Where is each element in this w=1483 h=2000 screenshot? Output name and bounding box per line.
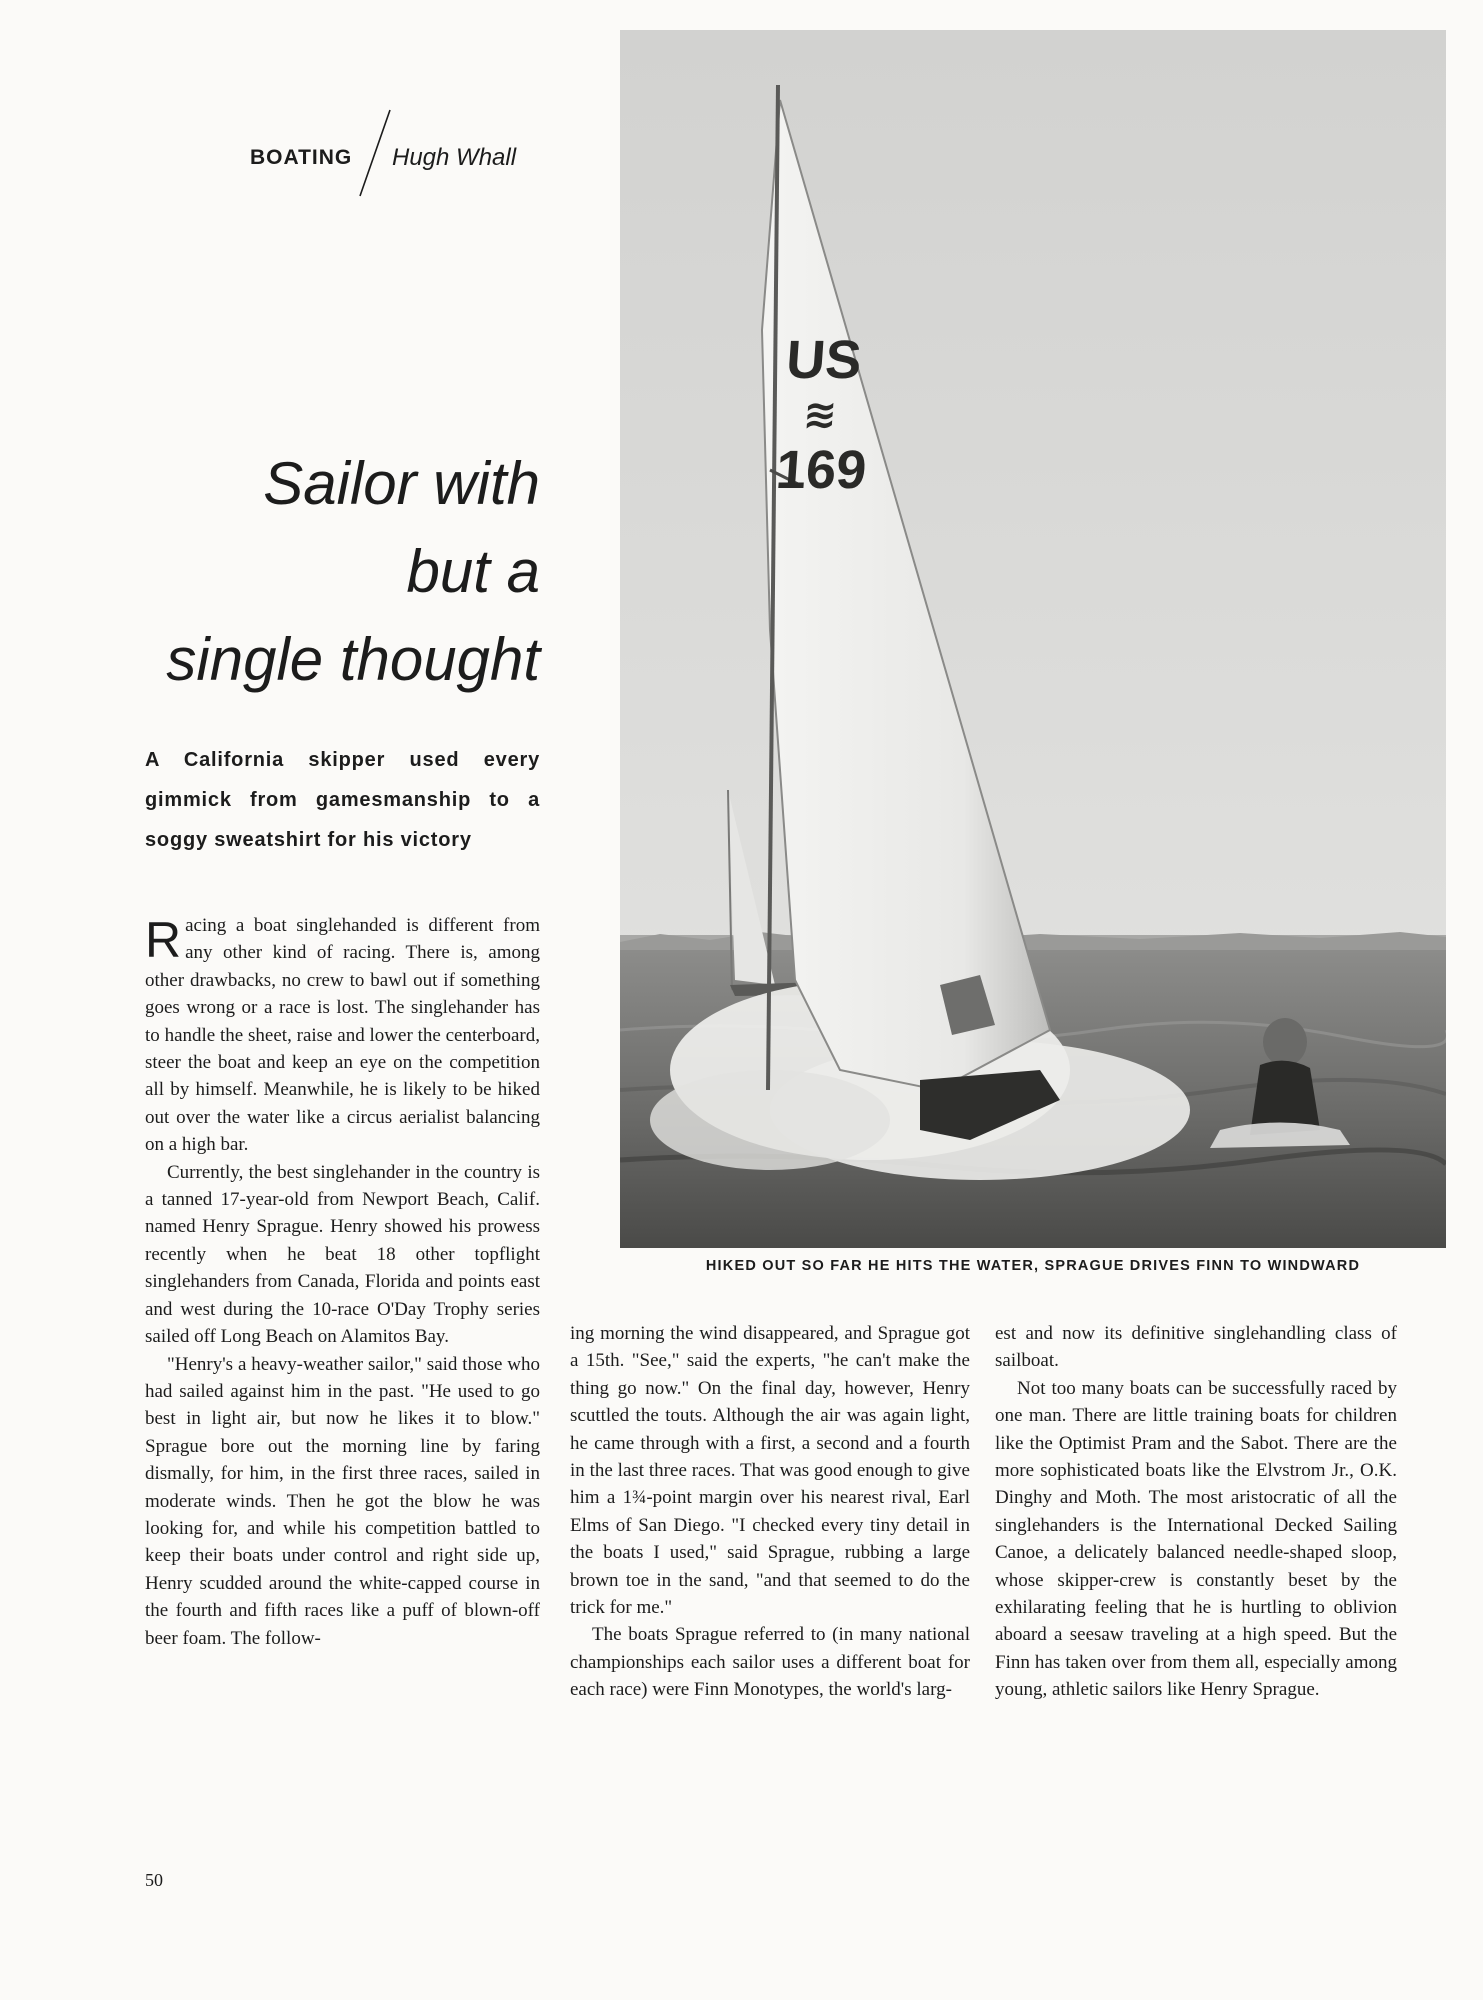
sail-letters: US	[784, 330, 864, 390]
headline-line: but a	[406, 538, 540, 605]
drop-cap: R	[145, 912, 182, 968]
deck-subhead: A California skipper used every gimmick from gamesmanship to a soggy sweatshirt for his victory	[145, 749, 540, 851]
headline-line: single thought	[166, 626, 540, 693]
article-paragraph: Currently, the best singlehander in the country is a tanned 17-year-old from Newport Beach, Calif. named Henry Sprague. Henry showed his prowess recently when he beat 18 other topflight singlehanders from Canada, Florida and points east and west during the 10-race O'Day Trophy series sailed off Long Beach on Alamitos Bay.	[145, 1161, 540, 1348]
article-paragraph: ing morning the wind disappeared, and Sprague got a 15th. "See," said the experts, "he can't make the thing go now." On the final day, however, Henry scuttled the touts. Although the air was again light, he came through with a first, a second and a fourth in the last three races. That was good enough to give him a 1¾-point margin over his nearest rival, Earl Elms of San Diego. "I checked every tiny detail in the boats I used," said Sprague, rubbing a large brown toe in the sand, "and that seemed to do the trick for me."	[570, 1323, 970, 1619]
article-paragraph: Not too many boats can be successfully raced by one man. There are little training boats for children like the Optimist Pram and the Sabot. There are the more sophisticated boats like the Elvstrom Jr., O.K. Dinghy and Moth. The most aristocratic of all the singlehanders is the International Decked Sailing Canoe, a delicately balanced needle-shaped sloop, whose skipper-crew is constantly beset by the exhilarating feeling that he is hurtling to oblivion aboard a seesaw traveling at a high speed. But the Finn has taken over from them all, especially among young, athletic sailors like Henry Sprague.	[995, 1377, 1397, 1701]
sailboat-photo	[620, 30, 1446, 1248]
article-paragraph: est and now its definitive singlehandling class of sailboat.	[995, 1323, 1397, 1372]
sail-number	[774, 330, 869, 500]
article-paragraph: "Henry's a heavy-weather sailor," said those who had sailed against him in the past. "He used to go best in light air, but now he likes it to blow." Sprague bore out the morning line by faring dismally, for him, in the first three races, sailed in moderate winds. Then he got the blow he was looking for, and while his competition battled to keep their boats under control and right side up, Henry scudded around the white-capped course in the fourth and fifth races like a puff of blown-off beer foam. The follow-	[145, 1353, 540, 1649]
section-label: BOATING	[250, 146, 353, 169]
article-column-1	[145, 912, 540, 1652]
headline	[120, 440, 540, 704]
article-column-2	[570, 1320, 970, 1704]
kicker-slash	[356, 108, 396, 198]
page-number: 50	[145, 1870, 163, 1890]
headline-line: Sailor with	[263, 450, 540, 517]
article-paragraph: The boats Sprague referred to (in many national championships each sailor uses a different boat for each race) were Finn Monotypes, the world's larg-	[570, 1624, 970, 1701]
sail-emblem: ≋	[801, 393, 839, 437]
sail-number-digits: 169	[774, 440, 869, 500]
author-byline: Hugh Whall	[392, 144, 517, 171]
photo-caption: HIKED OUT SO FAR HE HITS THE WATER, SPRAGUE DRIVES FINN TO WINDWARD	[705, 1258, 1361, 1274]
article-paragraph: Racing a boat singlehanded is different from any other kind of racing. There is, among other drawbacks, no crew to bawl out if something goes wrong or a race is lost. The singlehander has to handle the sheet, raise and lower the centerboard, steer the boat and keep an eye on the competition all by himself. Meanwhile, he is likely to be hiked out over the water like a circus aerialist balancing on a high bar.	[145, 912, 540, 1156]
section-kicker	[250, 108, 550, 188]
article-column-3	[995, 1320, 1397, 1704]
